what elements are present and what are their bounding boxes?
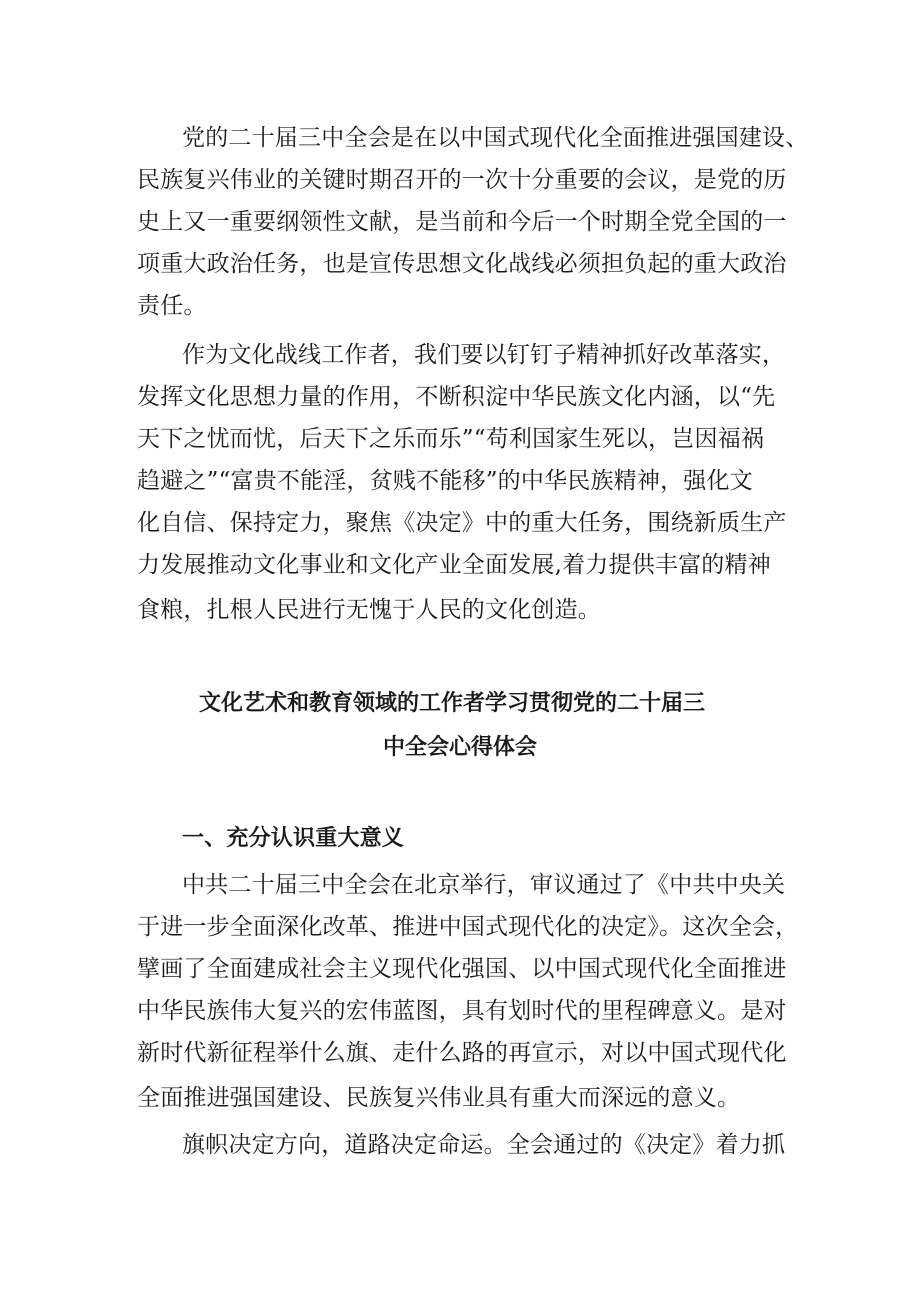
para3-line-4: 中华民族伟大复兴的宏伟蓝图，具有划时代的里程碑意义。是对: [137, 998, 787, 1024]
para1-line-5: 责任。: [137, 293, 207, 319]
para2-line-4: 趋避之”“富贵不能淫，贫贱不能移”的中华民族精神，强化文: [137, 468, 753, 494]
para3-line-5: 新时代新征程举什么旗、走什么路的再宣示，对以中国式现代化: [137, 1040, 787, 1066]
para2-line-5: 化自信、保持定力，聚焦《决定》中的重大任务，围绕新质生产: [137, 510, 787, 536]
article-title-line-1: 文化艺术和教育领域的工作者学习贯彻党的二十届三: [198, 691, 705, 716]
para1-line-3: 史上又一重要纲领性文献，是当前和今后一个时期全党全国的一: [137, 209, 787, 235]
article-title-line-2: 中全会心得体会: [382, 735, 537, 760]
para2-line-2: 发挥文化思想力量的作用，不断积淀中华民族文化内涵，以“先: [137, 384, 776, 410]
section-heading: 一、充分认识重大意义: [182, 826, 405, 851]
para1-line-1: 党的二十届三中全会是在以中国式现代化全面推进强国建设、: [182, 125, 809, 151]
para2-line-6: 力发展推动文化事业和文化产业全面发展,着力提供丰富的精神: [137, 552, 771, 578]
para2-line-3: 天下之忧而忧，后天下之乐而乐”“苟利国家生死以，岂因福祸: [137, 426, 765, 452]
para4-line-1: 旗帜决定方向，道路决定命运。全会通过的《决定》着力抓: [182, 1132, 786, 1158]
para2-line-7: 食粮，扎根人民进行无愧于人民的文化创造。: [137, 597, 601, 623]
para1-line-4: 项重大政治任务，也是宣传思想文化战线必须担负起的重大政治: [137, 251, 787, 277]
para3-line-2: 于进一步全面深化改革、推进中国式现代化的决定》。这次全会，: [137, 914, 799, 940]
para3-line-6: 全面推进强国建设、民族复兴伟业具有重大而深远的意义。: [137, 1085, 741, 1111]
para2-line-1: 作为文化战线工作者，我们要以钉钉子精神抓好改革落实，: [182, 342, 786, 368]
para1-line-2: 民族复兴伟业的关键时期召开的一次十分重要的会议，是党的历: [137, 167, 787, 193]
para3-line-3: 擘画了全面建成社会主义现代化强国、以中国式现代化全面推进: [137, 956, 787, 982]
para3-line-1: 中共二十届三中全会在北京举行，审议通过了《中共中央关: [182, 872, 786, 898]
